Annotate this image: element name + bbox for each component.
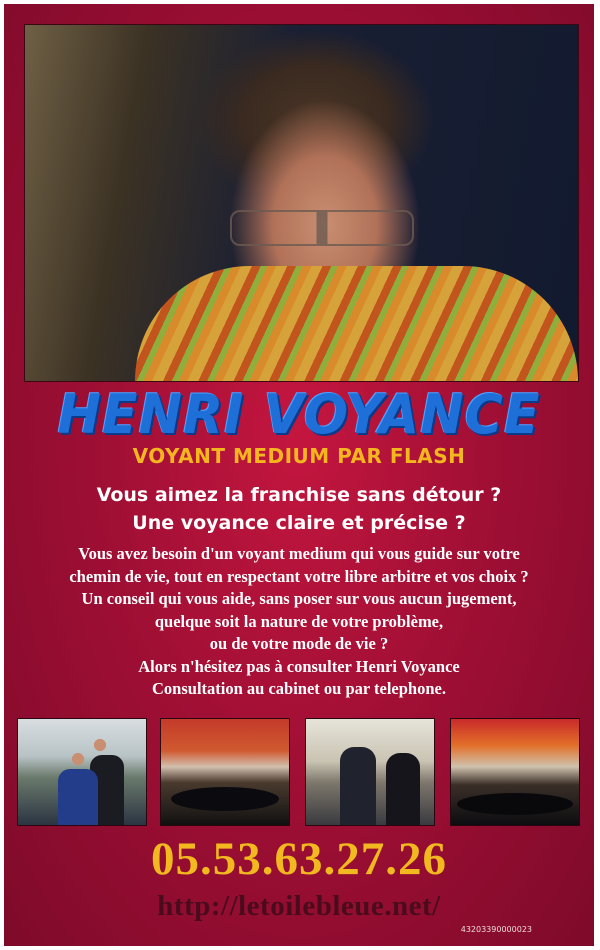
description-line: ou de votre mode de vie ?: [209, 634, 389, 653]
description-line: Un conseil qui vous aide, sans poser sur vous aucun jugement,: [81, 589, 517, 608]
brand-title: HENRI VOYANCE: [57, 383, 541, 447]
thumbnail-photo: [17, 718, 147, 826]
description-line: chemin de vie, tout en respectant votre libre arbitre et vos choix ?: [69, 566, 529, 586]
brand-subtitle: VOYANT MEDIUM PAR FLASH: [132, 444, 466, 468]
tagline-1: Vous aimez la franchise sans détour ?: [96, 484, 502, 506]
thumbnail-photo: [160, 718, 290, 826]
description: [4, 543, 594, 701]
thumbnail-photo: [450, 718, 580, 826]
description-line: Consultation au cabinet ou par telephone.: [152, 679, 446, 698]
portrait-shirt: [135, 266, 578, 381]
phone-number: 05.53.63.27.26: [151, 833, 447, 885]
photo-strip: [17, 718, 583, 826]
description-line: Vous avez besoin d'un voyant medium qui vous guide sur votre: [78, 544, 520, 563]
reference-code: 43203390000023: [460, 925, 532, 934]
description-line: quelque soit la nature de votre problème,: [154, 611, 444, 631]
website-link[interactable]: http://letoilebleue.net/: [157, 890, 441, 922]
flyer: [4, 4, 594, 946]
tagline-2: Une voyance claire et précise ?: [132, 512, 466, 534]
portrait-glasses: [230, 210, 414, 246]
portrait-photo: [24, 24, 579, 382]
thumbnail-photo: [305, 718, 435, 826]
description-line: Alors n'hésitez pas à consulter Henri Voyance: [138, 656, 460, 676]
